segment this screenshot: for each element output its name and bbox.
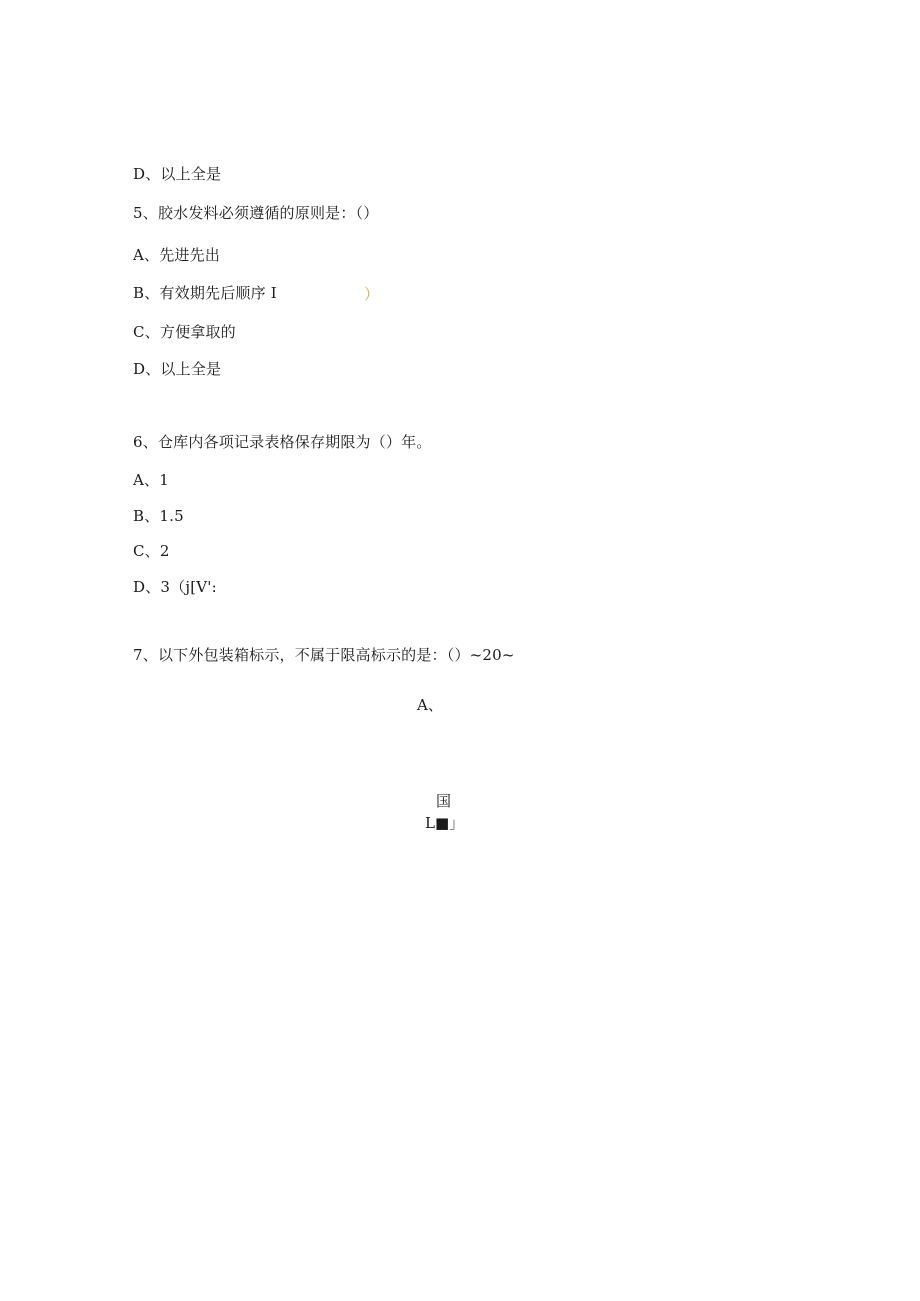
q7-figure-caption: L■」 xyxy=(425,814,465,832)
q7-question: 7、以下外包装箱标示，不属于限高标示的是：（）~20~ xyxy=(133,646,515,664)
q6-question: 6、仓库内各项记录表格保存期限为（）年。 xyxy=(133,433,432,451)
q5-option-b: B、有效期先后顺序 I xyxy=(133,284,277,302)
q5-option-a: A、先进先出 xyxy=(133,246,221,264)
q6-option-a: A、1 xyxy=(133,471,169,489)
q4-option-d: D、以上全是 xyxy=(133,165,222,183)
q6-option-b: B、1.5 xyxy=(133,507,184,525)
q5-question: 5、胶水发料必须遵循的原则是：（） xyxy=(133,204,379,222)
q7-option-a: A、 xyxy=(417,696,443,714)
q5-option-d: D、以上全是 xyxy=(133,360,222,378)
q6-option-c: C、2 xyxy=(133,542,170,560)
q6-option-d: D、3（j[V': xyxy=(133,578,217,596)
q7-figure-char: 国 xyxy=(436,792,452,810)
q5-option-b-mark: ） xyxy=(364,285,380,303)
q5-option-c: C、方便拿取的 xyxy=(133,323,236,341)
